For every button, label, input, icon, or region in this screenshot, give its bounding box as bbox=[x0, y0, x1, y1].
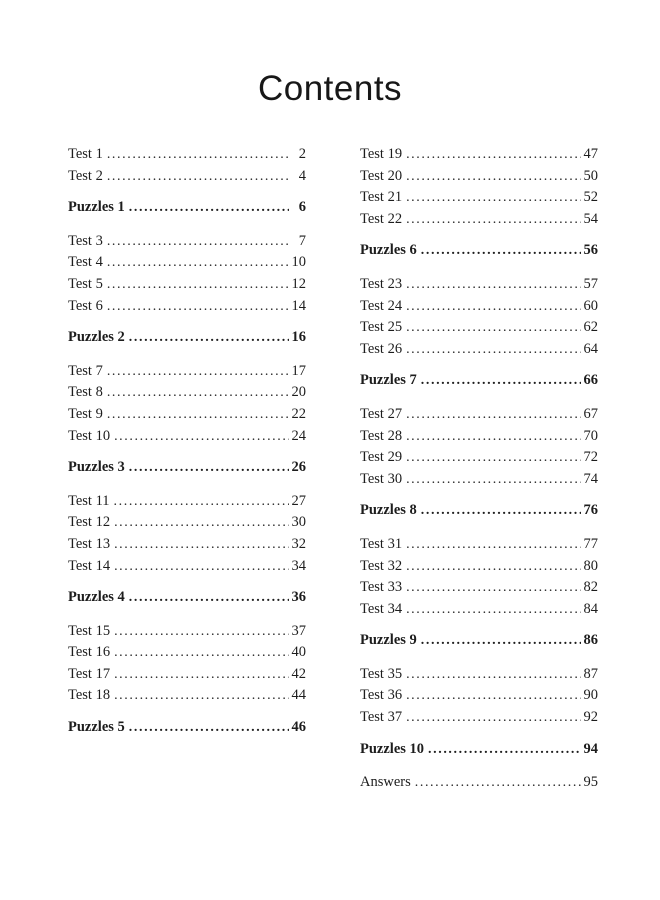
dot-leader bbox=[114, 491, 289, 513]
toc-entry-row bbox=[68, 534, 306, 556]
dot-leader bbox=[406, 447, 580, 469]
toc-page-number: 27 bbox=[291, 492, 306, 509]
toc-entry-label: Test 19 bbox=[360, 146, 403, 162]
toc-page-number: 2 bbox=[298, 146, 306, 162]
toc-entry-label: Test 13 bbox=[68, 535, 111, 552]
dot-leader bbox=[107, 252, 289, 274]
toc-entry-label: Puzzles 10 bbox=[360, 740, 425, 757]
dot-leader bbox=[406, 577, 580, 599]
toc-column-left bbox=[68, 144, 306, 794]
toc-entry-label: Test 2 bbox=[68, 167, 103, 184]
toc-entry-label: Puzzles 3 bbox=[68, 459, 125, 476]
toc-entry-row bbox=[68, 664, 306, 686]
toc-entry-label: Answers bbox=[360, 774, 411, 791]
toc-entry-row bbox=[360, 772, 598, 794]
toc-section-row bbox=[68, 457, 306, 479]
dot-leader bbox=[406, 144, 580, 166]
toc-page-number: 66 bbox=[583, 372, 598, 389]
toc-section-row bbox=[360, 500, 598, 522]
dot-leader bbox=[129, 587, 289, 609]
toc-page-number: 24 bbox=[291, 427, 306, 444]
toc-entry-label: Test 17 bbox=[68, 665, 111, 682]
toc-entry-row bbox=[68, 144, 306, 166]
toc-entry-label: Test 10 bbox=[68, 427, 111, 444]
toc-page-number: 26 bbox=[291, 459, 306, 476]
toc-entry-row bbox=[360, 577, 598, 599]
dot-leader bbox=[406, 274, 580, 296]
toc-page-number: 22 bbox=[291, 405, 306, 422]
toc-page-number: 14 bbox=[291, 297, 306, 314]
toc-section-row bbox=[68, 327, 306, 349]
toc-entry-row bbox=[360, 664, 598, 686]
toc-entry-row bbox=[360, 426, 598, 448]
toc-page-number: 16 bbox=[291, 329, 306, 346]
toc-entry-row bbox=[68, 274, 306, 296]
toc-entry-label: Test 8 bbox=[68, 384, 103, 401]
toc-entry-label: Test 3 bbox=[68, 232, 103, 249]
toc-entry-label: Test 28 bbox=[360, 427, 403, 444]
dot-leader bbox=[406, 187, 580, 209]
dot-leader bbox=[107, 382, 289, 404]
toc-page-number: 54 bbox=[583, 210, 598, 227]
dot-leader bbox=[421, 500, 581, 522]
toc-page-number: 10 bbox=[291, 254, 306, 271]
toc-entry-label: Puzzles 5 bbox=[68, 719, 125, 736]
dot-leader bbox=[421, 240, 581, 262]
dot-leader bbox=[406, 339, 580, 361]
dot-leader bbox=[114, 512, 288, 534]
toc-page-number: 86 bbox=[583, 632, 598, 649]
toc-entry-row bbox=[68, 556, 306, 578]
toc-entry-label: Test 5 bbox=[68, 275, 103, 292]
toc-entry-row bbox=[360, 209, 598, 231]
toc-page-number: 37 bbox=[291, 622, 306, 639]
toc-entry-row bbox=[360, 339, 598, 361]
toc-entry-label: Test 18 bbox=[68, 687, 111, 704]
toc-entry-label: Test 25 bbox=[360, 319, 403, 336]
dot-leader bbox=[114, 642, 288, 664]
toc-entry-row bbox=[68, 231, 306, 253]
toc-entry-label: Test 33 bbox=[360, 579, 403, 596]
dot-leader bbox=[406, 707, 580, 729]
toc-entry-label: Puzzles 7 bbox=[360, 372, 417, 389]
toc-page-number: 42 bbox=[291, 665, 306, 682]
toc-entry-label: Test 35 bbox=[360, 665, 403, 682]
toc-section-row bbox=[360, 240, 598, 262]
toc-entry-label: Test 9 bbox=[68, 405, 103, 422]
toc-entry-row bbox=[68, 404, 306, 426]
dot-leader bbox=[129, 457, 289, 479]
dot-leader bbox=[129, 717, 289, 739]
toc-page-number: 36 bbox=[291, 589, 306, 606]
toc-page-number: 47 bbox=[583, 146, 598, 162]
toc-section-row bbox=[68, 197, 306, 219]
toc-entry-label: Test 22 bbox=[360, 210, 403, 227]
toc-entry-row bbox=[360, 447, 598, 469]
toc-entry-label: Test 21 bbox=[360, 189, 403, 206]
toc-entry-label: Test 23 bbox=[360, 275, 403, 292]
toc-page-number: 52 bbox=[583, 189, 598, 206]
dot-leader bbox=[107, 296, 289, 318]
toc-entry-label: Test 37 bbox=[360, 709, 403, 726]
dot-leader bbox=[114, 534, 288, 556]
toc-entry-label: Test 26 bbox=[360, 340, 403, 357]
toc-entry-row bbox=[360, 187, 598, 209]
dot-leader bbox=[406, 534, 580, 556]
toc-page-number: 95 bbox=[583, 774, 598, 791]
toc-section-row bbox=[360, 370, 598, 392]
toc-entry-label: Test 32 bbox=[360, 557, 403, 574]
dot-leader bbox=[421, 370, 581, 392]
toc-entry-label: Test 4 bbox=[68, 254, 103, 271]
toc-entry-row bbox=[360, 317, 598, 339]
dot-leader bbox=[406, 404, 580, 426]
toc-entry-label: Test 1 bbox=[68, 146, 103, 162]
toc-entry-row bbox=[68, 296, 306, 318]
dot-leader bbox=[114, 621, 288, 643]
toc-page-number: 87 bbox=[583, 665, 598, 682]
toc-entry-row bbox=[68, 166, 306, 188]
toc-entry-label: Puzzles 2 bbox=[68, 329, 125, 346]
toc-page-number: 94 bbox=[583, 740, 598, 757]
toc-entry-row bbox=[360, 144, 598, 166]
toc-entry-label: Puzzles 4 bbox=[68, 589, 125, 606]
toc-entry-label: Puzzles 6 bbox=[360, 242, 417, 259]
toc-entry-row bbox=[360, 404, 598, 426]
toc-entry-label: Test 6 bbox=[68, 297, 103, 314]
dot-leader bbox=[107, 231, 289, 253]
toc-page-number: 70 bbox=[583, 427, 598, 444]
toc-entry-row bbox=[68, 512, 306, 534]
toc-entry-label: Test 12 bbox=[68, 514, 111, 531]
toc-entry-row bbox=[68, 621, 306, 643]
toc-page-number: 4 bbox=[298, 167, 306, 184]
toc-page-number: 84 bbox=[583, 600, 598, 617]
page-title: Contents bbox=[257, 69, 403, 108]
toc-page-number: 80 bbox=[583, 557, 598, 574]
toc-entry-row bbox=[360, 685, 598, 707]
dot-leader bbox=[107, 144, 289, 166]
dot-leader bbox=[114, 685, 288, 707]
dot-leader bbox=[107, 404, 289, 426]
toc-entry-label: Puzzles 1 bbox=[68, 199, 125, 216]
dot-leader bbox=[406, 209, 580, 231]
toc-page-number: 72 bbox=[583, 449, 598, 466]
toc-entry-row bbox=[360, 707, 598, 729]
toc-section-row bbox=[68, 587, 306, 609]
dot-leader bbox=[107, 166, 289, 188]
toc-entry-row bbox=[68, 252, 306, 274]
toc-entry-row bbox=[360, 556, 598, 578]
toc-page-number: 76 bbox=[583, 502, 598, 519]
toc-entry-row bbox=[360, 296, 598, 318]
toc-entry-label: Test 20 bbox=[360, 167, 403, 184]
toc-entry-label: Test 36 bbox=[360, 687, 403, 704]
toc-entry-label: Puzzles 8 bbox=[360, 502, 417, 519]
toc-page-number: 82 bbox=[583, 579, 598, 596]
toc-page-number: 90 bbox=[583, 687, 598, 704]
toc-page-number: 7 bbox=[298, 232, 306, 249]
toc-page-number: 12 bbox=[291, 275, 306, 292]
dot-leader bbox=[428, 739, 580, 761]
toc-column-right bbox=[360, 144, 598, 794]
toc-page-number: 30 bbox=[291, 514, 306, 531]
toc-entry-label: Test 7 bbox=[68, 362, 103, 379]
dot-leader bbox=[406, 166, 580, 188]
dot-leader bbox=[406, 296, 580, 318]
toc-entry-row bbox=[68, 685, 306, 707]
toc-page-number: 17 bbox=[291, 362, 306, 379]
toc-entry-label: Test 11 bbox=[68, 492, 110, 509]
toc-page-number: 57 bbox=[583, 275, 598, 292]
toc-page-number: 56 bbox=[583, 242, 598, 259]
toc-page-number: 64 bbox=[583, 340, 598, 357]
toc-page-number: 6 bbox=[298, 199, 306, 216]
toc-page-number: 34 bbox=[291, 557, 306, 574]
toc-entry-row bbox=[68, 491, 306, 513]
dot-leader bbox=[129, 327, 289, 349]
toc-entry-label: Test 14 bbox=[68, 557, 111, 574]
toc-section-row bbox=[360, 630, 598, 652]
toc-entry-row bbox=[360, 599, 598, 621]
toc-page-number: 20 bbox=[291, 384, 306, 401]
dot-leader bbox=[114, 664, 288, 686]
toc-entry-row bbox=[68, 361, 306, 383]
dot-leader bbox=[406, 426, 580, 448]
toc-page-number: 62 bbox=[583, 319, 598, 336]
toc-columns bbox=[68, 144, 598, 794]
toc-entry-label: Test 31 bbox=[360, 535, 403, 552]
dot-leader bbox=[406, 599, 580, 621]
toc-entry-label: Test 34 bbox=[360, 600, 403, 617]
toc-page-number: 60 bbox=[583, 297, 598, 314]
dot-leader bbox=[406, 685, 580, 707]
toc-entry-label: Test 29 bbox=[360, 449, 403, 466]
toc-entry-row bbox=[360, 534, 598, 556]
toc-entry-label: Test 27 bbox=[360, 405, 403, 422]
dot-leader bbox=[406, 664, 580, 686]
toc-page-number: 32 bbox=[291, 535, 306, 552]
toc-page-number: 92 bbox=[583, 709, 598, 726]
toc-page-number: 74 bbox=[583, 470, 598, 487]
dot-leader bbox=[114, 556, 288, 578]
toc-page-number: 46 bbox=[291, 719, 306, 736]
toc-entry-row bbox=[360, 274, 598, 296]
toc-entry-label: Test 24 bbox=[360, 297, 403, 314]
dot-leader bbox=[406, 317, 580, 339]
dot-leader bbox=[406, 556, 580, 578]
toc-page-number: 44 bbox=[291, 687, 306, 704]
toc-page-number: 50 bbox=[583, 167, 598, 184]
toc-entry-label: Test 15 bbox=[68, 622, 111, 639]
toc-entry-row bbox=[68, 642, 306, 664]
dot-leader bbox=[415, 772, 581, 794]
dot-leader bbox=[114, 426, 288, 448]
toc-page-number: 67 bbox=[583, 405, 598, 422]
toc-entry-label: Test 30 bbox=[360, 470, 403, 487]
toc-entry-row bbox=[360, 469, 598, 491]
toc-entry-row bbox=[360, 166, 598, 188]
dot-leader bbox=[107, 361, 289, 383]
dot-leader bbox=[421, 630, 581, 652]
dot-leader bbox=[129, 197, 289, 219]
toc-entry-label: Test 16 bbox=[68, 644, 111, 661]
toc-entry-row bbox=[68, 426, 306, 448]
toc-section-row bbox=[68, 717, 306, 739]
toc-entry-row bbox=[68, 382, 306, 404]
dot-leader bbox=[406, 469, 580, 491]
toc-section-row bbox=[360, 739, 598, 761]
toc-page-number: 40 bbox=[291, 644, 306, 661]
toc-entry-label: Puzzles 9 bbox=[360, 632, 417, 649]
dot-leader bbox=[107, 274, 289, 296]
toc-page-number: 77 bbox=[583, 535, 598, 552]
